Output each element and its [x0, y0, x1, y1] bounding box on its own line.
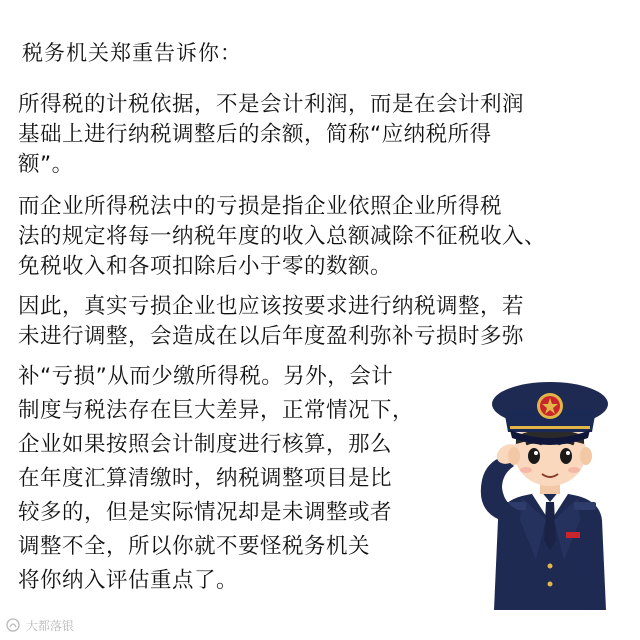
- jacket-button: [548, 582, 553, 587]
- saluting-arm: [481, 456, 518, 520]
- body-line: 将你纳入评估重点了。: [18, 568, 239, 593]
- cheek-right: [568, 467, 580, 473]
- body-line: 而企业所得税法中的亏损是指企业依照企业所得税: [18, 194, 503, 219]
- tax-officer-illustration: [470, 370, 630, 610]
- notice-heading: 税务机关郑重告诉你：: [22, 41, 242, 65]
- body-line: 较多的，但是实际情况却是未调整或者: [18, 500, 393, 525]
- body-line: 基础上进行纳税调整后的余额，简称“应纳税所得: [18, 122, 492, 147]
- ear-right: [580, 447, 592, 465]
- body-line: 制度与税法存在巨大差异，正常情况下，: [18, 398, 415, 423]
- body-line: 调整不全，所以你就不要怪税务机关: [18, 534, 371, 559]
- body-line: 未进行调整，会造成在以后年度盈利弥补亏损时多弥: [18, 324, 525, 349]
- cap-cord: [510, 426, 590, 429]
- cheek-left: [520, 467, 532, 473]
- body-line: 在年度汇算清缴时，纳税调整项目是比: [18, 466, 393, 491]
- ear-left: [508, 447, 520, 465]
- eye-left: [528, 448, 540, 464]
- body-line: 补“亏损”从而少缴所得税。另外，会计: [18, 364, 394, 389]
- chest-badge: [566, 532, 580, 538]
- body-line: 企业如果按照会计制度进行核算，那么: [18, 432, 393, 457]
- jacket-button: [548, 564, 553, 569]
- eye-right: [560, 448, 572, 464]
- necktie: [544, 502, 556, 550]
- body-line: 免税收入和各项扣除后小于零的数额。: [18, 254, 393, 279]
- watermark: [6, 618, 74, 634]
- watermark-logo-icon: [6, 618, 20, 632]
- body-line: 因此，真实亏损企业也应该按要求进行纳税调整，若: [18, 294, 525, 319]
- body-line: 额”。: [18, 152, 74, 177]
- body-line: 所得税的计税依据，不是会计利润，而是在会计利润: [18, 92, 525, 117]
- watermark-text: 大都落银: [25, 619, 74, 633]
- body-line: 法的规定将每一纳税年度的收入总额减除不征税收入、: [18, 224, 547, 249]
- shoulder-board-right: [574, 502, 596, 510]
